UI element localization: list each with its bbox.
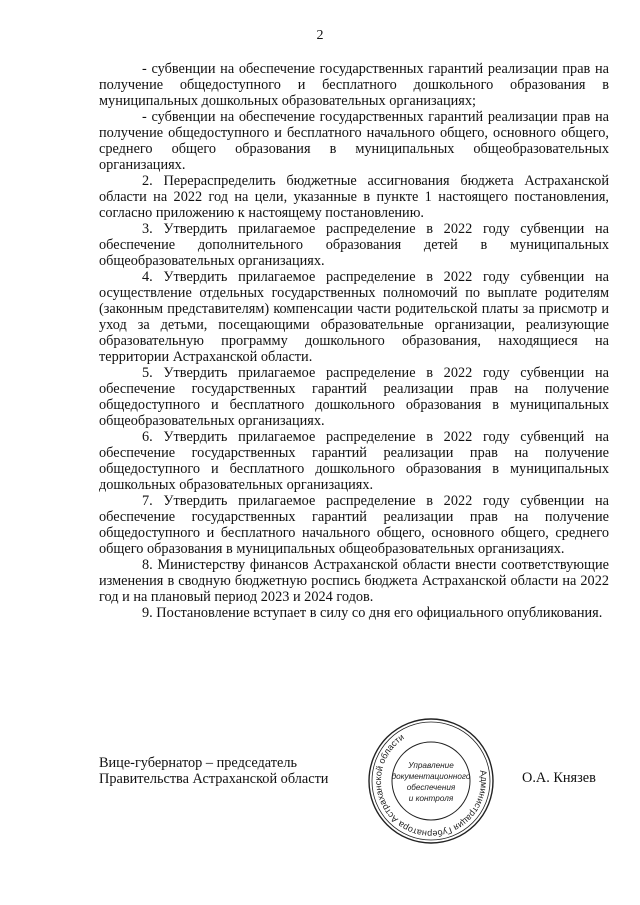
paragraph: 5. Утвердить прилагаемое распределение в 2022 году субвенции на обеспечение государственных гарантий реализации прав на получение общедоступного и бесплатного дошкольного образования в муниципальных общеобразовательных организациях. [99,365,609,429]
signatory-name: О.А. Князев [522,770,596,786]
signatory-title [99,755,328,787]
stamp-center-line: обеспечения [406,783,456,792]
signatory-title-line: Правительства Астраханской области [99,771,329,787]
stamp-center-line: и контроля [408,794,454,803]
document-body [99,61,609,621]
paragraph: 2. Перераспределить бюджетные ассигнования бюджета Астраханской области на 2022 год на цели, указанные в пункте 1 настоящего постановления, согласно приложению к настоящему постановлению. [99,173,609,221]
official-stamp [366,716,496,846]
paragraph: - субвенции на обеспечение государственных гарантий реализации прав на получение общедоступного и бесплатного дошкольного образования в муниципальных дошкольных образовательных организациях; [99,61,609,109]
svg-text:Администрация Губернатора Астр [366,716,496,846]
paragraph: 9. Постановление вступает в силу со дня его официального опубликования. [142,605,603,621]
stamp-center-line: документационного [391,772,471,781]
page-number: 2 [316,28,324,43]
paragraph: 3. Утвердить прилагаемое распределение в 2022 году субвенции на обеспечение дополнительного образования детей в муниципальных общеобразовательных организациях. [99,221,609,269]
paragraph: 8. Министерству финансов Астраханской области внести соответствующие изменения в сводную бюджетную роспись бюджета Астраханской области на 2022 год и на плановый период 2023 и 2024 годов. [99,557,609,605]
stamp-ring-text: Администрация Губернатора Астраханской области [372,731,490,840]
paragraph: 7. Утвердить прилагаемое распределение в 2022 году субвенции на обеспечение государственных гарантий реализации прав на получение общедоступного и бесплатного начального общего, основного общего, среднего общего образования в муниципальных общеобразовательных организациях. [99,493,609,557]
paragraph: 4. Утвердить прилагаемое распределение в 2022 году субвенции на осуществление отдельных государственных полномочий по выплате родителям (законным представителям) компенсации части родительской платы за присмотр и уход за детьми, посещающими образовательные организации, реализующие образовательную программу дошкольного образования, находящиеся на территории Астраханской области. [99,269,609,365]
paragraph: 6. Утвердить прилагаемое распределение в 2022 году субвенций на обеспечение государственных гарантий реализации прав на получение общедоступного и бесплатного дошкольного образования в муниципальных дошкольных образовательных организациях. [99,429,609,493]
paragraph: - субвенции на обеспечение государственных гарантий реализации прав на получение общедоступного и бесплатного начального общего, основного общего, среднего общего образования в муниципальных общеобразовательных организациях. [99,109,609,173]
stamp-center-line: Управление [408,761,454,770]
signatory-title-line: Вице-губернатор – председатель [99,755,298,771]
